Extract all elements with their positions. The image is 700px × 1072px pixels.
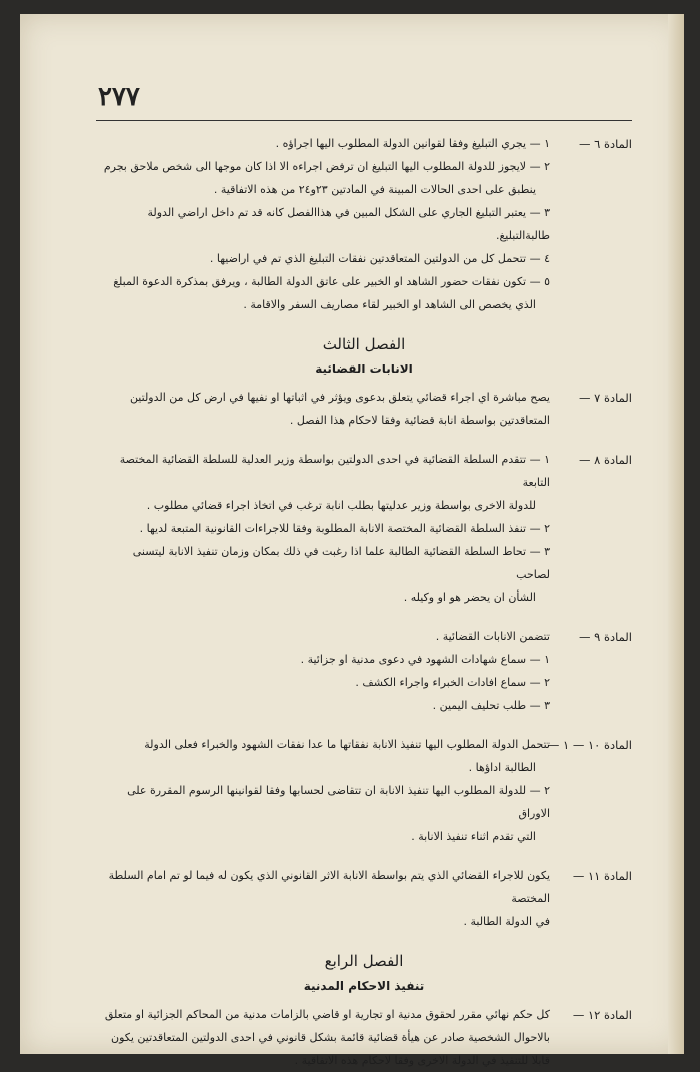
clause: ٣ — يعتبر التبليغ الجاري على الشكل المبين في هذاالفصل كانه قد تم داخل اراضي الدولة طالبةالتبليغ.: [147, 206, 550, 242]
clause: ٣ — تحاط السلطة القضائية الطالبة علما اذا رغبت في ذلك بمكان وزمان تنفيذ الانابة ليتسنى لصاحب: [132, 545, 550, 581]
clause: تتضمن الانابات القضائية .: [435, 630, 550, 643]
clause-continuation: قابلا للتنفيذ في الدولة الاخرى وفقا لاحكام هذه الاتفاقية .: [294, 1054, 550, 1067]
page-number: ٢٧٧: [98, 82, 140, 112]
chapter-title: الفصل الثالث: [322, 335, 406, 353]
clause-continuation: المتعاقدتين بواسطة انابة قضائية وفقا لاحكام هذا الفصل .: [289, 414, 550, 427]
article-6: [96, 132, 632, 316]
clause: ٢ — تنفذ السلطة القضائية المختصة الانابة المطلوبة وفقا للاجراءات القانونية المتبعة لديها .: [139, 522, 550, 535]
clause: ٣ — طلب تحليف اليمين .: [432, 699, 550, 712]
article-label: المادة ١٢ —: [572, 1008, 632, 1022]
article-12: [96, 1003, 632, 1072]
clause: ١ — يجري التبليغ وفقا لقوانين الدولة المطلوب اليها اجراؤه .: [275, 137, 550, 150]
clause: تتحمل الدولة المطلوب اليها تنفيذ الانابة نفقاتها ما عدا نفقات الشهود والخبراء فعلى الدولة: [144, 738, 550, 751]
clause-continuation: الذي يخصص الى الشاهد او الخبير لقاء مصاريف السفر والاقامة .: [243, 298, 536, 311]
clause: ٥ — تكون نفقات حضور الشاهد او الخبير على عاتق الدولة الطالبة ، ويرفق بمذكرة الدعوة المبلغ: [113, 275, 550, 288]
article-10: [96, 733, 632, 848]
clause: ٢ — للدولة المطلوب اليها تنفيذ الانابة ان تتقاضى لحسابها وفقا لقوانينها الرسوم المقررة على الاوراق: [127, 784, 550, 820]
header-rule: [96, 120, 632, 121]
clause-continuation: التي تقدم اثناء تنفيذ الانابة .: [411, 830, 536, 843]
article-label: المادة ٦ —: [579, 137, 632, 151]
article-8: [96, 448, 632, 609]
article-9: [96, 625, 632, 717]
clause: يصح مباشرة اي اجراء قضائي يتعلق بدعوى ويؤثر في اثباتها او نفيها في ارض كل من الدولتين: [129, 391, 550, 404]
clause-continuation: ينطبق على احدى الحالات المبينة في المادتين ٢٣و٢٤ من هذه الاتفاقية .: [213, 183, 536, 196]
page-edge: [668, 14, 684, 1054]
clause: كل حكم نهائي مقرر لحقوق مدنية او تجارية او قاضي بالزامات مدنية من المحاكم الجزائية او متعلق: [104, 1008, 550, 1021]
clause: يكون للاجراء القضائي الذي يتم بواسطة الانابة الاثر القانوني الذي يكون له فيما لو تم امام السلطة المختصة: [108, 869, 550, 905]
chapter-title: الفصل الرابع: [324, 952, 404, 970]
article-7: [96, 386, 632, 432]
clause-continuation: في الدولة الطالبة .: [463, 915, 550, 928]
clause: ٤ — تتحمل كل من الدولتين المتعاقدتين نفقات التبليغ الذي تم في اراضيها .: [209, 252, 550, 265]
clause-continuation: الشأن ان يحضر هو او وكيله .: [403, 591, 536, 604]
clause-continuation: الطالبة اداؤها .: [468, 761, 536, 774]
article-label: المادة ٨ —: [579, 453, 632, 467]
chapter-subtitle: تنفيذ الاحكام المدنية: [303, 979, 425, 993]
clause: ١ — تتقدم السلطة القضائية في احدى الدولتين بواسطة وزير العدلية للسلطة القضائية المختصة التابعة: [119, 453, 550, 489]
clause: ٢ — لايجوز للدولة المطلوب اليها التبليغ ان ترفض اجراءه الا اذا كان موجها الى شخص ملاحق بجرم: [103, 160, 550, 173]
clause: ١ — سماع شهادات الشهود في دعوى مدنية او جزائية .: [300, 653, 550, 666]
clause-continuation: بالاحوال الشخصية صادر عن هيأة قضائية قائمة بشكل قانوني في احدى الدولتين المتعاقدتين يكون: [111, 1031, 550, 1044]
article-label: المادة ١٠ — ١ —: [547, 738, 632, 752]
chapter-subtitle: الانابات القضائية: [315, 362, 413, 376]
article-label: المادة ١١ —: [572, 869, 632, 883]
article-label: المادة ٧ —: [579, 391, 632, 405]
article-label: المادة ٩ —: [579, 630, 632, 644]
clause: ٢ — سماع افادات الخبراء واجراء الكشف .: [355, 676, 550, 689]
document-page: [20, 14, 684, 1067]
article-11: [96, 864, 632, 933]
clause-continuation: للدولة الاخرى بواسطة وزير عدليتها بطلب انابة ترغب في اتخاذ اجراء قضائي مطلوب .: [146, 499, 536, 512]
document-body: [96, 126, 632, 1072]
